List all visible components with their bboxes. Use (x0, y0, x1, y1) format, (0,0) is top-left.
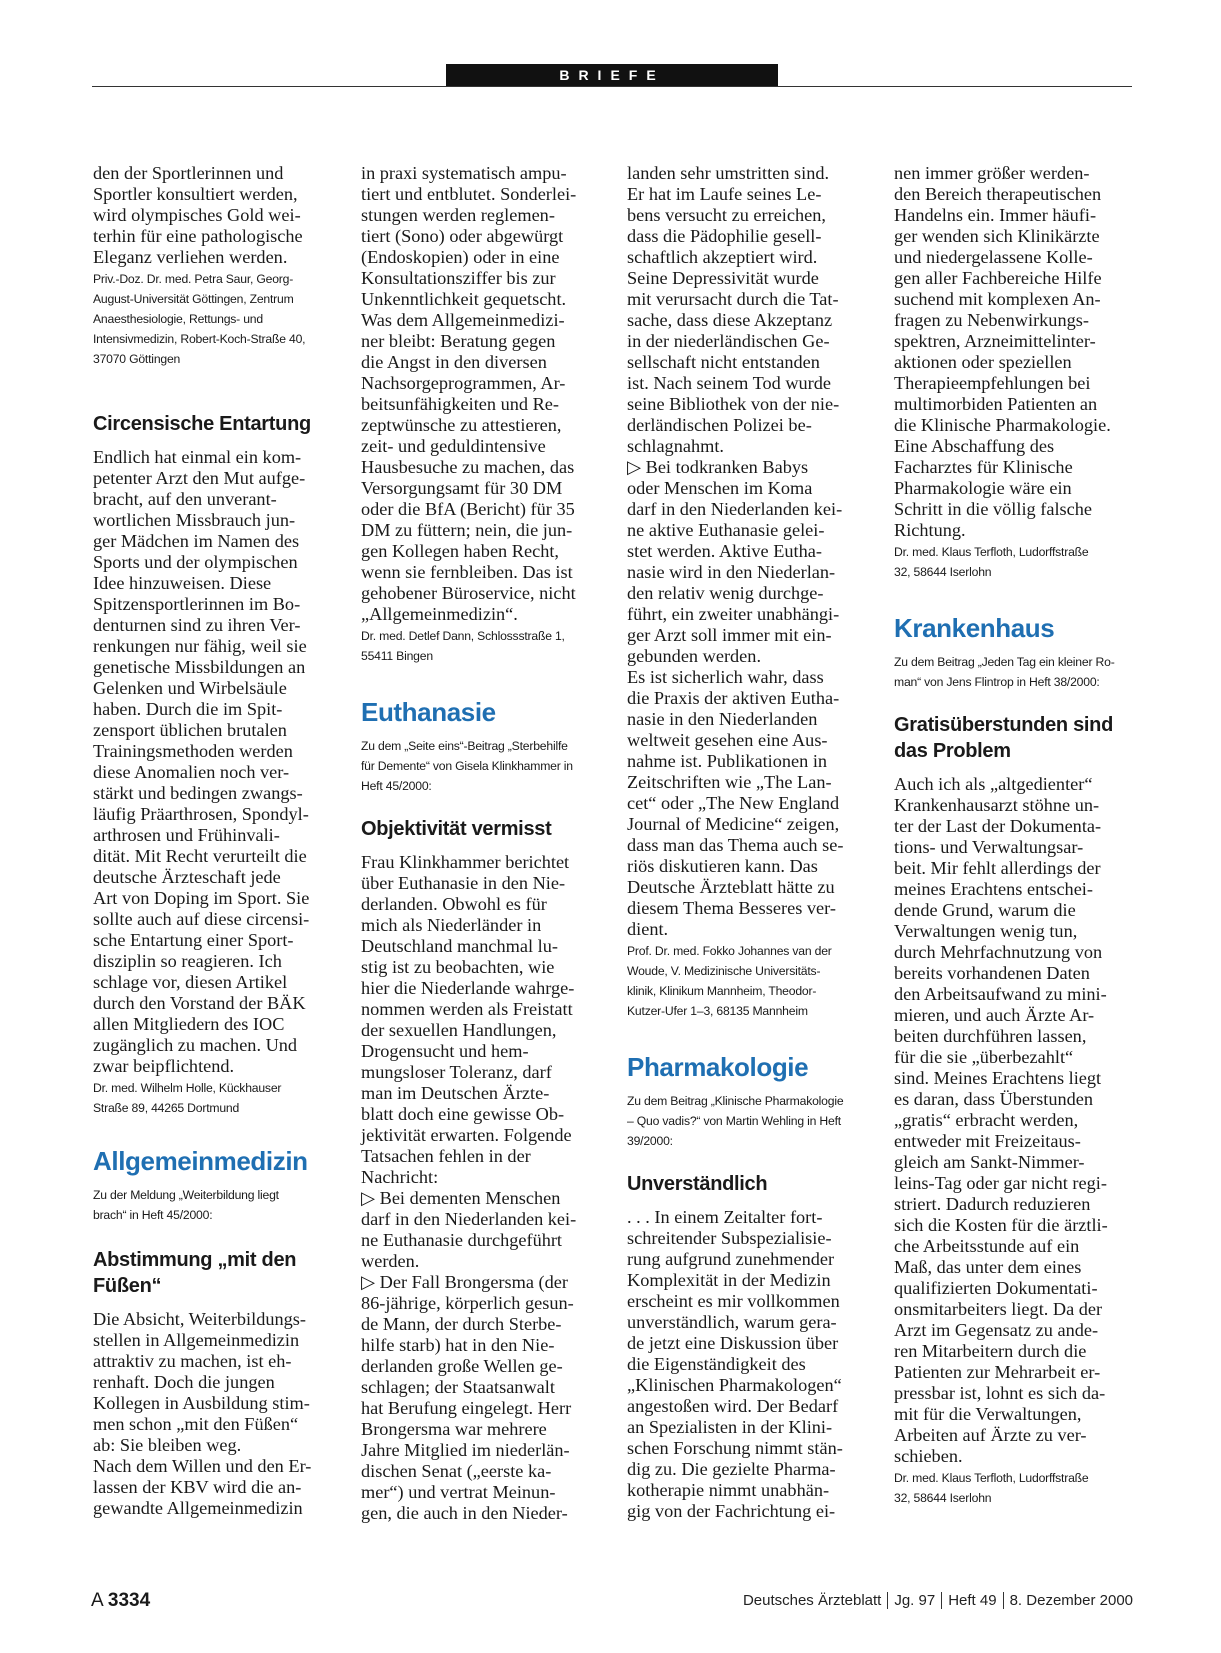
column-2 (361, 163, 601, 1524)
reference-note: Zu dem „Seite eins“-Beitrag „Sterbehilfe für Demente“ von Gisela Klinkhammer in Heft 45/2000: (361, 739, 573, 793)
section-title: Allgemeinmedizin (93, 1146, 308, 1176)
letter-text: den der Sportlerinnen und Sportler konsultiert werden, wird olympisches Gold wei- terhin für eine pathologische Eleganz verliehen werden. (93, 163, 303, 267)
letter-text: . . . In einem Zeitalter fort- schreitender Subspezialisie- rung aufgrund zunehmender Komplexität in der Medizin erscheint es mir vollkommen unverständlich, warum gera- de jetzt eine Diskussion über die Eigenständigkeit des „Klinischen Pharmakologen“ angestoßen wird. Der Bedarf an Spezialisten in der Klini- schen Forschung nimmt stän- dig zu. Die gezielte Pharma- kotherapie nimmt unabhän- gig von der Fachrichtung ei- (627, 1207, 843, 1521)
reference-note: Zu der Meldung „Weiterbildung liegt brach“ in Heft 45/2000: (93, 1188, 279, 1222)
letter-signature: Dr. med. Klaus Terfloth, Ludorffstraße 32, 58644 Iserlohn (894, 1471, 1089, 1505)
footer-divider (1003, 1592, 1004, 1609)
journal-name: Deutsches Ärzteblatt (742, 1592, 882, 1609)
section-header: BRIEFE (446, 64, 778, 86)
section-title: Pharmakologie (627, 1052, 809, 1082)
letter-headline: Circensische Entartung (93, 413, 311, 435)
column-1 (93, 163, 333, 1519)
letter-headline: Unverständlich (627, 1173, 768, 1195)
letter-signature: Priv.-Doz. Dr. med. Petra Saur, Georg- August-Universität Göttingen, Zentrum Anaesthesiologie, Rettungs- und Intensivmedizin, Robert-Koch-Straße 40, 37070 Göttingen (93, 272, 306, 366)
letter-headline: Gratisüberstunden sind das Problem (894, 714, 1113, 762)
letter-text: nen immer größer werden- den Bereich therapeutischen Handelns ein. Immer häufi- ger wenden sich Klinikärzte und niedergelassene Kolle- gen aller Fachbereiche Hilfe suchend mit komplexen An- fragen zu Nebenwirkungs- spektren, Arzneimittelinter- aktionen oder speziellen Therapieempfehlungen bei multimorbiden Patienten an die Klinische Pharmakologie. Eine Abschaffung des Facharztes für Klinische Pharmakologie wäre ein Schritt in die völlig falsche Richtung. (894, 163, 1111, 540)
journal-volume: Jg. 97 (894, 1592, 936, 1609)
letter-signature: Dr. med. Detlef Dann, Schlossstraße 1, 55411 Bingen (361, 629, 565, 663)
column-4 (894, 163, 1134, 1508)
page-number-value: 3334 (107, 1590, 151, 1611)
letter-text: in praxi systematisch ampu- tiert und entblutet. Sonderlei- stungen werden reglemen- tiert (Sono) oder abgewürgt (Endoskopien) oder in eine Konsultationsziffer bis zur Unkenntlichkeit gequetscht. Was dem Allgemeinmedizi- ner bleibt: Beratung gegen die Angst in den diversen Nachsorgeprogrammen, Ar- beitsunfähigkeiten und Re- zeptwünsche zu attestieren, zeit- und geduldintensive Hausbesuche zu machen, das Versorgungsamt für 30 DM oder die BfA (Bericht) für 35 DM zu füttern; nein, die jun- gen Kollegen haben Recht, wenn sie fernbleiben. Das ist gehobener Büroservice, nicht „Allgemeinmedizin“. (361, 163, 577, 624)
footer-divider (941, 1592, 942, 1609)
reference-note: Zu dem Beitrag „Jeden Tag ein kleiner Ro- man“ von Jens Flintrop in Heft 38/2000: (894, 655, 1115, 689)
header-rule (92, 86, 1132, 87)
journal-date: 8. Dezember 2000 (1009, 1592, 1133, 1609)
letter-text: Frau Klinkhammer berichtet über Euthanasie in den Nie- derlanden. Obwohl es für mich als Niederländer in Deutschland manchmal lu- stig ist zu beobachten, wie hier die Niederlande wahrge- nommen werden als Freistatt der sexuellen Handlungen, Drogensucht und hem- mungsloser Toleranz, darf man im Deutschen Ärzte- blatt doch eine gewisse Ob- jektivität erwarten. Folgende Tatsachen fehlen in der Nachricht: ▷ Bei dementen Menschen darf in den Niederlanden kei- ne Euthanasie durchgeführt werden. ▷ Der Fall Brongersma (der 86-jährige, körperlich gesun- de Mann, der durch Sterbe- hilfe starb) hat in den Nie- derlanden große Wellen ge- schlagen; der Staatsanwalt hat Berufung eingelegt. Herr Brongersma war mehrere Jahre Mitglied im niederlän- dischen Senat („eerste ka- mer“) und vertrat Meinun- gen, die auch in den Nieder- (361, 852, 577, 1523)
page-prefix: A (91, 1590, 103, 1611)
letter-text: landen sehr umstritten sind. Er hat im Laufe seines Le- bens versucht zu erreichen, dass die Pädophilie gesell- schaftlich akzeptiert wird. Seine Depressivität wurde mit verursacht durch die Tat- sache, dass diese Akzeptanz in der niederländischen Ge- sellschaft nicht entstanden ist. Nach seinem Tod wurde seine Bibliothek von der nie- derländischen Polizei be- schlagnahmt. ▷ Bei todkranken Babys oder Menschen im Koma darf in den Niederlanden kei- ne aktive Euthanasie gelei- stet werden. Aktive Eutha- nasie wird in den Niederlan- den relativ wenig durchge- führt, ein zweiter unabhängi- ger Arzt soll immer mit ein- gebunden werden. Es ist sicherlich wahr, dass die Praxis der aktiven Eutha- nasie in den Niederlanden weltweit gesehen eine Aus- nahme ist. Publikationen in Zeitschriften wie „The Lan- cet“ oder „The New England Journal of Medicine“ zeigen, dass man das Thema auch se- riös diskutieren kann. Das Deutsche Ärzteblatt hätte zu diesem Thema Besseres ver- dient. (627, 163, 844, 939)
letter-headline: Objektivität vermisst (361, 818, 552, 840)
section-title: Krankenhaus (894, 613, 1055, 643)
letter-signature: Prof. Dr. med. Fokko Johannes van der Woude, V. Medizinische Universitäts- klinik, Klinikum Mannheim, Theodor- Kutzer-Ufer 1–3, 68135 Mannheim (627, 944, 832, 1018)
letter-text: Die Absicht, Weiterbildungs- stellen in Allgemeinmedizin attraktiv zu machen, ist eh- renhaft. Doch die jungen Kollegen in Ausbildung stim- men schon „mit den Füßen“ ab: Sie bleiben weg. Nach dem Willen und den Er- lassen der KBV wird die an- gewandte Allgemeinmedizin (93, 1309, 312, 1518)
column-3 (627, 163, 867, 1522)
reference-note: Zu dem Beitrag „Klinische Pharmakologie – Quo vadis?“ von Martin Wehling in Heft 39/2000: (627, 1094, 844, 1148)
section-title: Euthanasie (361, 697, 496, 727)
letter-text: Auch ich als „altgedienter“ Krankenhausarzt stöhne un- ter der Last der Dokumenta- tions- und Verwaltungsar- beit. Mir fehlt allerdings der meines Erachtens entschei- dende Grund, warum die Verwaltungen wenig tun, durch Mehrfachnutzung von bereits vorhandenen Daten den Arbeitsaufwand zu mini- mieren, und auch Ärzte Ar- beiten durchführen lassen, für die sie „überbezahlt“ sind. Meines Erachtens liegt es daran, dass Überstunden „gratis“ erbracht werden, entweder mit Freizeitaus- gleich am Sankt-Nimmer- leins-Tag oder gar nicht regi- striert. Dadurch reduzieren sich die Kosten für die ärztli- che Arbeitsstunde auf ein Maß, das unter dem eines qualifizierten Dokumentati- onsmitarbeiters liegt. Da der Arzt im Gegensatz zu ande- ren Mitarbeitern durch die Patienten zur Mehrarbeit er- pressbar ist, lohnt es sich da- mit für die Verwaltungen, Arbeiten auf Ärzte zu ver- schieben. (894, 774, 1108, 1466)
page-number (91, 1590, 150, 1612)
footer-divider (887, 1592, 888, 1609)
letter-text: Endlich hat einmal ein kom- petenter Arzt den Mut aufge- bracht, auf den unverant- wortlichen Missbrauch jun- ger Mädchen im Namen des Sports und der olympischen Idee hinzuweisen. Diese Spitzensportlerinnen im Bo- denturnen sind zu ihren Ver- renkungen nur fähig, weil sie genetische Missbildungen an Gelenken und Wirbelsäule haben. Durch die im Spit- zensport üblichen brutalen Trainingsmethoden werden diese Anomalien noch ver- stärkt und bedingen zwangs- läufig Präarthrosen, Spondyl- arthrosen und Frühinvali- dität. Mit Recht verurteilt die deutsche Ärzteschaft jede Art von Doping im Sport. Sie sollte auch auf diese circensi- sche Entartung einer Sport- disziplin so reagieren. Ich schlage vor, diesen Artikel durch den Vorstand der BÄK allen Mitgliedern des IOC zugänglich zu machen. Und zwar beipflichtend. (93, 447, 310, 1076)
letter-headline: Abstimmung „mit den Füßen“ (93, 1249, 297, 1297)
journal-issue: Heft 49 (948, 1592, 997, 1609)
letter-signature: Dr. med. Wilhelm Holle, Kückhauser Straße 89, 44265 Dortmund (93, 1081, 282, 1115)
letter-signature: Dr. med. Klaus Terfloth, Ludorffstraße 32, 58644 Iserlohn (894, 545, 1089, 579)
journal-footer (743, 1592, 1133, 1609)
